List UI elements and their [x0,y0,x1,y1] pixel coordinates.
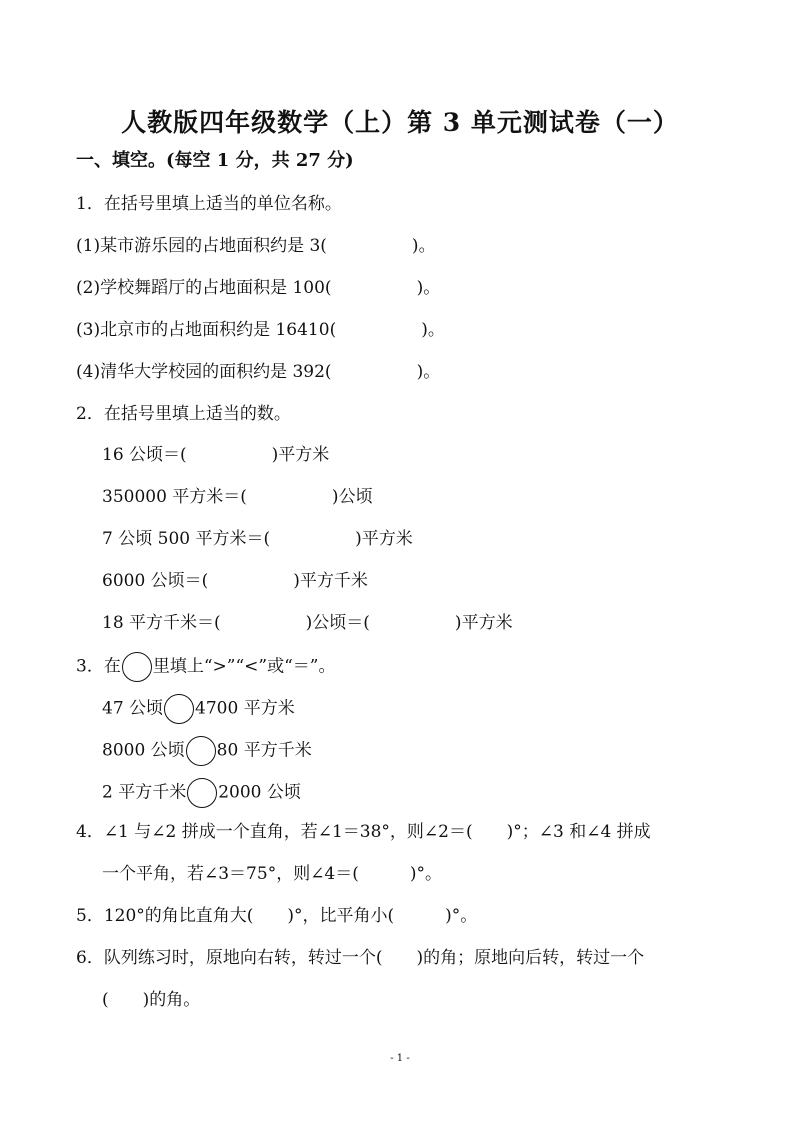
compare-circle-icon [122,652,152,682]
question-3-stem-pre: 3．在 [76,656,121,677]
question-4-line: 一个平角，若∠3＝75°，则∠4＝( )°。 [102,864,443,884]
question-3-stem-post: 里填上“>”“<”或“＝”。 [152,656,336,677]
page-number: - 1 - [390,1053,410,1064]
question-6-line: 6．队列练习时，原地向右转，转过一个( )的角；原地向后转，转过一个 [76,948,645,968]
question-2-item: 18 平方千米＝( )公顷＝( )平方米 [102,613,513,633]
page-title: 人教版四年级数学（上）第 3 单元测试卷（一） [121,108,679,137]
question-3-item [102,778,301,808]
compare-left: 47 公顷 [102,698,164,719]
question-4-line: 4．∠1 与∠2 拼成一个直角，若∠1＝38°，则∠2＝( )°；∠3 和∠4 拼成 [76,822,651,842]
question-1-item: (4)清华大学校园的面积约是 392( )。 [76,362,441,382]
question-2-item: 16 公顷＝( )平方米 [102,445,330,465]
question-1-stem: 1．在括号里填上适当的单位名称。 [76,194,342,214]
question-2-item: 6000 公顷＝( )平方千米 [102,571,368,591]
question-1-item: (3)北京市的占地面积约是 16410( )。 [76,320,445,340]
question-3-stem [76,652,335,682]
question-5-line: 5．120°的角比直角大( )°，比平角小( )°。 [76,906,478,926]
section-heading: 一、填空。(每空 1 分，共 27 分) [76,150,354,171]
compare-left: 8000 公顷 [102,740,185,761]
question-6-line: ( )的角。 [102,990,201,1010]
compare-circle-icon[interactable] [164,694,194,724]
question-2-stem: 2．在括号里填上适当的数。 [76,404,291,424]
compare-right: 2000 公顷 [218,782,301,803]
compare-circle-icon[interactable] [186,736,216,766]
compare-right: 80 平方千米 [216,740,312,761]
question-3-item [102,694,295,724]
question-2-item: 350000 平方米＝( )公顷 [102,487,373,507]
compare-right: 4700 平方米 [195,698,295,719]
question-1-item: (1)某市游乐园的占地面积约是 3( )。 [76,236,436,256]
question-1-item: (2)学校舞蹈厅的占地面积是 100( )。 [76,278,441,298]
question-2-item: 7 公顷 500 平方米＝( )平方米 [102,529,413,549]
compare-circle-icon[interactable] [187,778,217,808]
question-3-item [102,736,312,766]
compare-left: 2 平方千米 [102,782,187,803]
